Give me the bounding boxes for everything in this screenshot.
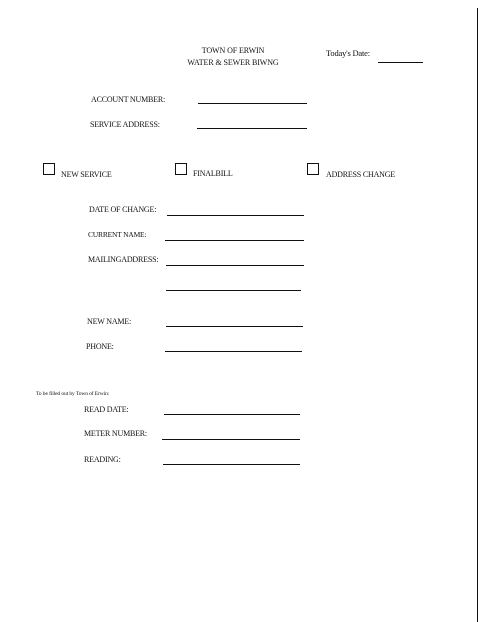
phone-field[interactable]: [165, 351, 302, 352]
reading-field[interactable]: [163, 464, 300, 465]
service-address-label: SERVICE ADDRESS:: [90, 120, 160, 129]
mailing-address-field-1[interactable]: [166, 265, 304, 266]
mailing-address-label: MAILINGADDRESS:: [88, 255, 159, 264]
account-number-label: ACCOUNT NUMBER:: [91, 95, 165, 104]
header-department: WATER & SEWER BIWNG: [187, 58, 279, 67]
new-name-field[interactable]: [166, 326, 303, 327]
office-use-note: To be filled out by Town of Erwin:: [36, 391, 110, 397]
final-bill-checkbox[interactable]: [175, 163, 187, 175]
read-date-label: READ DATE:: [84, 405, 129, 414]
account-number-field[interactable]: [198, 103, 307, 104]
phone-label: PHONE:: [86, 342, 114, 351]
current-name-label: CURRENT NAME:: [88, 230, 147, 239]
read-date-field[interactable]: [164, 414, 300, 415]
date-of-change-field[interactable]: [167, 215, 304, 216]
mailing-address-field-2[interactable]: [166, 290, 301, 291]
meter-number-label: METER NUMBER:: [84, 429, 147, 438]
reading-label: READING:: [84, 455, 121, 464]
meter-number-field[interactable]: [162, 439, 300, 440]
header-town: TOWN OF ERWIN: [201, 46, 265, 55]
new-service-label: NEW SERVICE: [61, 170, 112, 179]
todays-date-label: Today's Date:: [326, 48, 370, 58]
service-address-field[interactable]: [197, 128, 307, 129]
final-bill-label: FINALBILL: [193, 169, 233, 178]
date-of-change-label: DATE OF CHANGE:: [89, 205, 157, 214]
new-name-label: NEW NAME:: [87, 317, 132, 326]
new-service-checkbox[interactable]: [43, 163, 55, 175]
current-name-field[interactable]: [165, 240, 304, 241]
todays-date-field[interactable]: [378, 62, 423, 63]
address-change-checkbox[interactable]: [307, 163, 319, 175]
page-edge-rule: [477, 8, 478, 622]
address-change-label: ADDRESS CHANGE: [326, 170, 395, 179]
